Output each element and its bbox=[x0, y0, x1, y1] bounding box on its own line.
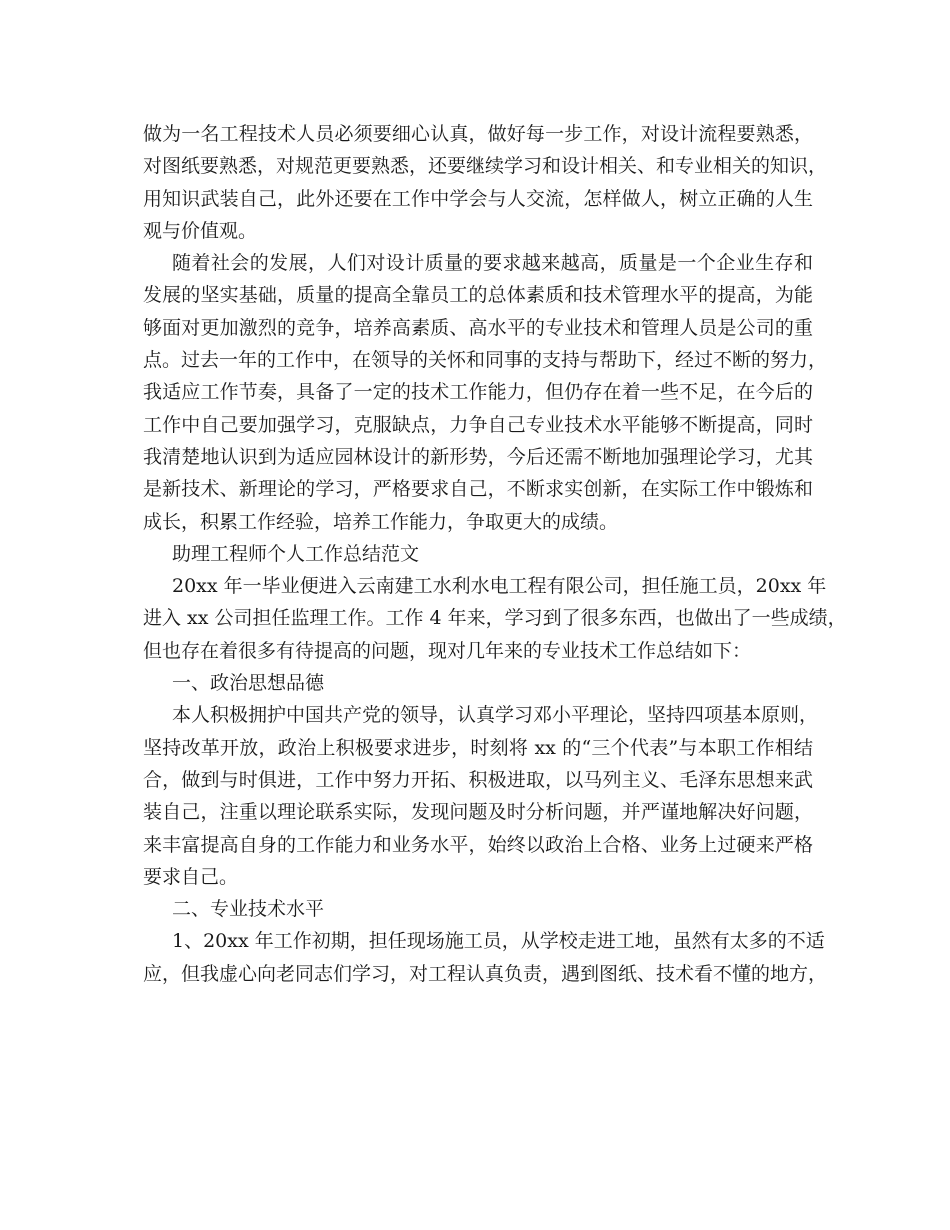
section-title: 助理工程师个人工作总结范文 bbox=[172, 542, 420, 565]
paragraph-line: 发展的坚实基础，质量的提高全靠员工的总体素质和技术管理水平的提高，为能 bbox=[143, 284, 813, 307]
paragraph-line: 是新技术、新理论的学习，严格要求自己，不断求实创新，在实际工作中锻炼和 bbox=[143, 478, 813, 501]
paragraph-line: 成长，积累工作经验，培养工作能力，争取更大的成绩。 bbox=[143, 510, 619, 533]
paragraph-line: 应，但我虚心向老同志们学习，对工程认真负责，遇到图纸、技术看不懂的地方， bbox=[143, 962, 828, 985]
paragraph-line: 我清楚地认识到为适应园林设计的新形势，今后还需不断地加强理论学习，尤其 bbox=[143, 445, 813, 468]
paragraph-line: 20xx 年一毕业便进入云南建工水利水电工程有限公司，担任施工员，20xx 年 bbox=[172, 575, 827, 598]
paragraph-line: 够面对更加激烈的竞争，培养高素质、高水平的专业技术和管理人员是公司的重 bbox=[143, 316, 813, 339]
paragraph-line: 点。过去一年的工作中，在领导的关怀和同事的支持与帮助下，经过不断的努力， bbox=[143, 349, 828, 372]
paragraph-line: 本人积极拥护中国共产党的领导，认真学习邓小平理论，坚持四项基本原则， bbox=[172, 704, 819, 727]
paragraph-line: 工作中自己要加强学习，克服缺点，力争自己专业技术水平能够不断提高，同时 bbox=[143, 413, 813, 436]
paragraph-line: 装自己，注重以理论联系实际，发现问题及时分析问题，并严谨地解决好问题， bbox=[143, 801, 813, 824]
paragraph-line: 用知识武装自己，此外还要在工作中学会与人交流，怎样做人，树立正确的人生 bbox=[143, 187, 813, 210]
paragraph-line: 1、20xx 年工作初期，担任现场施工员，从学校走进工地，虽然有太多的不适 bbox=[172, 930, 825, 953]
paragraph-line: 合，做到与时俱进，工作中努力开拓、积极进取，以马列主义、毛泽东思想来武 bbox=[143, 768, 813, 791]
paragraph-line: 随着社会的发展，人们对设计质量的要求越来越高，质量是一个企业生存和 bbox=[172, 252, 813, 275]
section-heading: 二、专业技术水平 bbox=[172, 898, 325, 921]
paragraph-line: 观与价值观。 bbox=[143, 219, 258, 242]
paragraph-line: 对图纸要熟悉，对规范更要熟悉，还要继续学习和设计相关、和专业相关的知识， bbox=[143, 155, 828, 178]
paragraph-line: 坚持改革开放，政治上积极要求进步，时刻将 xx 的“三个代表”与本职工作相结 bbox=[143, 736, 813, 759]
paragraph-line: 要求自己。 bbox=[143, 865, 239, 888]
paragraph-line: 来丰富提高自身的工作能力和业务水平，始终以政治上合格、业务上过硬来严格 bbox=[143, 833, 813, 856]
paragraph-line: 但也存在着很多有待提高的问题，现对几年来的专业技术工作总结如下： bbox=[143, 639, 752, 662]
paragraph-line: 我适应工作节奏，具备了一定的技术工作能力，但仍存在着一些不足，在今后的 bbox=[143, 381, 813, 404]
document-body bbox=[143, 118, 847, 990]
paragraph-line: 做为一名工程技术人员必须要细心认真，做好每一步工作，对设计流程要熟悉， bbox=[143, 123, 813, 145]
paragraph-line: 进入 xx 公司担任监理工作。工作 4 年来，学习到了很多东西，也做出了一些成绩， bbox=[143, 607, 847, 630]
section-heading: 一、政治思想品德 bbox=[172, 672, 325, 695]
